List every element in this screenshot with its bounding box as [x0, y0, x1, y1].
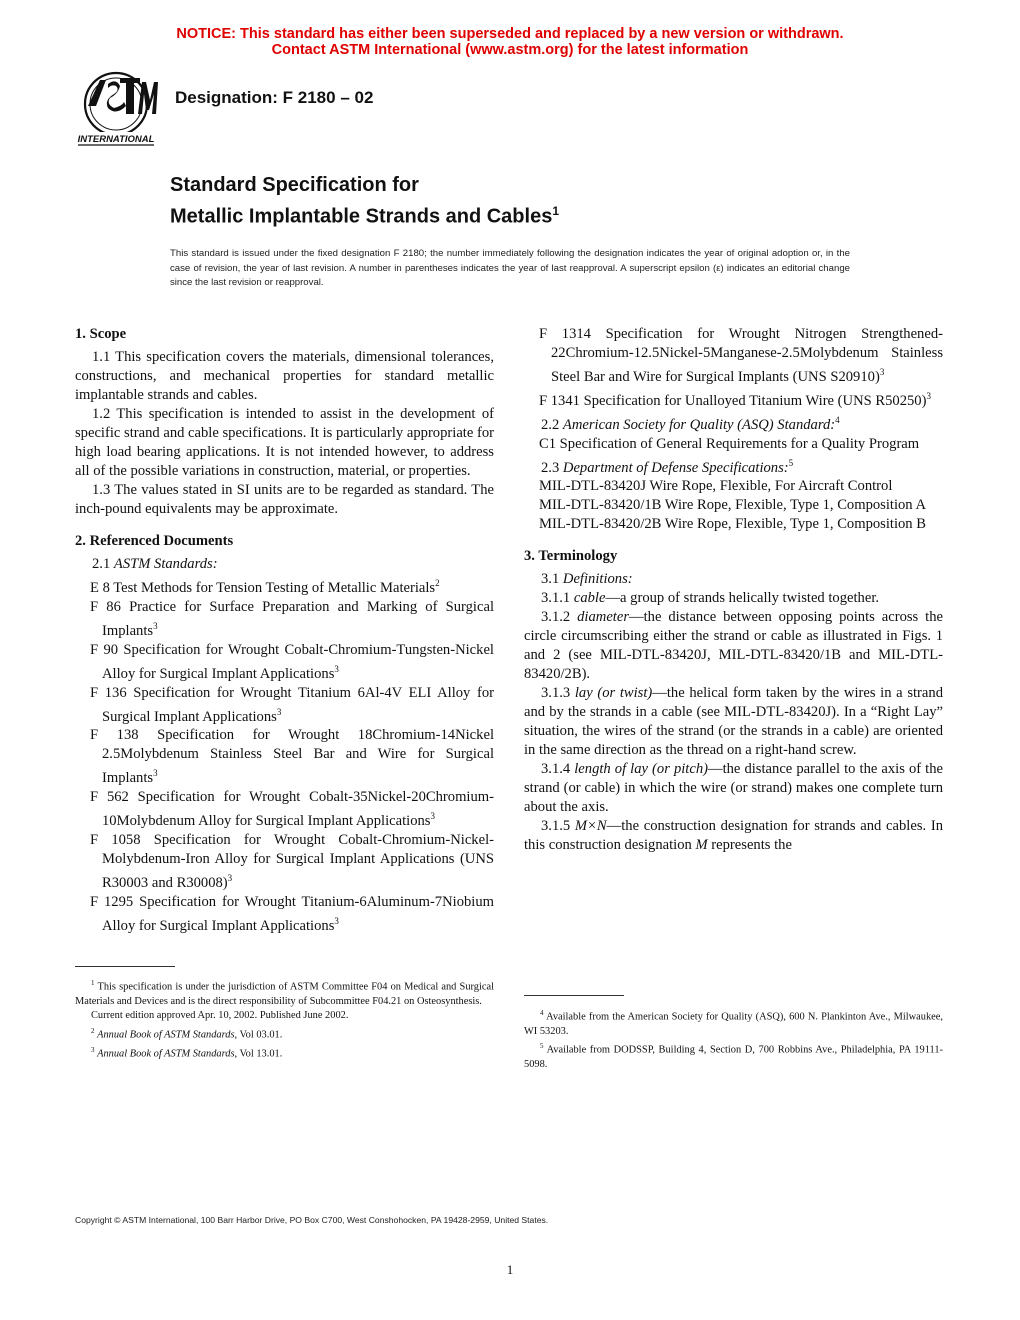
column-right	[524, 325, 943, 855]
astm-logo	[70, 70, 162, 150]
reference-item: F 1341 Specification for Unalloyed Titanium Wire (UNS R50250)$^3$	[539, 390, 931, 409]
footnote-4: $^4$ Available from the American Society for Quality (ASQ), 600 N. Plankinton Ave., Milwaukee, WI 53203.	[524, 1009, 944, 1037]
term-3-1-1: 3.1.1 cable—a group of strands helically twisted together.	[541, 590, 880, 607]
term-3-1-4: 3.1.4 length of lay (or pitch)—the distance parallel to the axis of the strand (or cable) in which the wire (or strand) makes one complete turn about the axis.	[524, 761, 943, 816]
footnotes-right	[524, 1006, 943, 1073]
term-3-1-5: 3.1.5 M×N—the construction designation for strands and cables. In this construction designation M represents the	[524, 818, 943, 854]
reference-item: F 1058 Specification for Wrought Cobalt-Chromium-Nickel-Molybdenum-Iron Alloy for Surgical Implant Applications (UNS R30003 and R30008)$^3$	[90, 832, 494, 892]
logo-text: INTERNATIONAL	[77, 134, 155, 145]
title-line-2: Metallic Implantable Strands and Cables$^1$	[170, 204, 560, 228]
reference-item: F 562 Specification for Wrought Cobalt-35Nickel-20Chromium-10Molybdenum Alloy for Surgical Implant Applications$^3$	[90, 789, 494, 830]
notice-line-1: NOTICE: This standard has either been superseded and replaced by a new version or withdrawn.	[176, 26, 844, 42]
section-scope-heading: 1. Scope	[75, 326, 127, 342]
footnote-1: $^1$ This specification is under the jurisdiction of ASTM Committee F04 on Medical and Surgical Materials and Devices and is the direct responsibility of Subcommittee F04.21 on Osteosynthesis.	[75, 979, 494, 1007]
column-left	[75, 325, 494, 936]
dod-specifications-list	[524, 477, 943, 534]
astm-standards-list	[75, 574, 494, 936]
section-terminology-heading: 3. Terminology	[524, 548, 618, 565]
footnote-2: $^2$ Annual Book of ASTM Standards, Vol 03.01.	[91, 1026, 283, 1041]
footnote-5: $^5$ Available from DODSSP, Building 4, Section D, 700 Robbins Ave., Philadelphia, PA 19111-5098.	[524, 1042, 943, 1071]
reference-item: MIL-DTL-83420/2B Wire Rope, Flexible, Type 1, Composition B	[539, 516, 926, 533]
reference-item: F 90 Specification for Wrought Cobalt-Chromium-Tungsten-Nickel Alloy for Surgical Implant Applications$^3$	[90, 641, 494, 682]
astm-logo-icon	[70, 70, 162, 150]
term-3-1-2: 3.1.2 diameter—the distance between opposing points across the circle circumscribing either the strand or cable as illustrated in Figs. 1 and 2 (see MIL-DTL-83420J, MIL-DTL-83420/1B and MIL-DTL-83420/2B).	[524, 609, 943, 683]
asq-standards-list	[524, 435, 943, 454]
astm-standards-list-cont	[524, 325, 943, 411]
scope-1-3: 1.3 The values stated in SI units are to be regarded as standard. The inch-pound equivalents may be approximate.	[75, 482, 494, 517]
scope-1-2: 1.2 This specification is intended to assist in the development of specific strand and cable specifications. It is particularly appropriate for high load bearing applications. It is not intended however, to address all of the possible variations in construction, material, or properties.	[75, 406, 494, 479]
footnote-1b: Current edition approved Apr. 10, 2002. Published June 2002.	[91, 1010, 349, 1022]
copyright: Copyright © ASTM International, 100 Barr Harbor Drive, PO Box C700, West Conshohocken, PA 19428-2959, United States.	[75, 1215, 549, 1225]
section-refdocs-heading: 2. Referenced Documents	[75, 533, 234, 549]
issue-note: This standard is issued under the fixed designation F 2180; the number immediately following the designation indicates the year of original adoption or, in the case of revision, the year of last revision. A number in parentheses indicates the year of last reapproval. A superscript epsilon (ε) indicates an editorial change since the last revision or reapproval.	[170, 248, 850, 288]
scope-1-1: 1.1 This specification covers the materials, dimensional tolerances, constructions, and mechanical properties for standard metallic implantable strands and cables.	[75, 349, 494, 403]
reference-item: C1 Specification of General Requirements for a Quality Program	[539, 435, 920, 452]
refdocs-2-1: 2.1 ASTM Standards:	[92, 556, 218, 572]
refdocs-2-2: 2.2 American Society for Quality (ASQ) Standard:$^4$	[541, 414, 840, 433]
footnote-divider-left	[75, 966, 175, 967]
title-line-1: Standard Specification for	[170, 174, 419, 196]
footnote-3: $^3$ Annual Book of ASTM Standards, Vol 13.01.	[91, 1045, 283, 1060]
reference-item: F 136 Specification for Wrought Titanium 6Al-4V ELI Alloy for Surgical Implant Applications$^3$	[90, 684, 494, 725]
notice-line-2: Contact ASTM International (www.astm.org) for the latest information	[271, 42, 749, 58]
refdocs-2-3: 2.3 Department of Defense Specifications:$^5$	[541, 457, 794, 476]
title-footnote-mark: 1	[552, 204, 560, 218]
reference-item: MIL-DTL-83420/1B Wire Rope, Flexible, Type 1, Composition A	[539, 497, 926, 514]
term-3-1: 3.1 Definitions:	[541, 571, 633, 588]
page-number: 1	[506, 1262, 514, 1277]
footnotes-left	[75, 976, 494, 1062]
reference-item: F 138 Specification for Wrought 18Chromium-14Nickel 2.5Molybdenum Stainless Steel Bar and Wire for Surgical Implants$^3$	[90, 727, 494, 787]
footnote-divider-right	[524, 995, 624, 996]
reference-item: F 86 Practice for Surface Preparation and Marking of Surgical Implants$^3$	[90, 598, 494, 639]
reference-item: F 1314 Specification for Wrought Nitrogen Strengthened-22Chromium-12.5Nickel-5Manganese-2.5Molybdenum Stainless Steel Bar and Wire for Surgical Implants (UNS S20910)$^3$	[539, 326, 943, 385]
term-3-1-3: 3.1.3 lay (or twist)—the helical form taken by the wires in a strand and by the strands in a cable (see MIL-DTL-83420J). In a “Right Lay” situation, the wires of the strand (or the strands in a cable) are oriented in the same direction as the thread on a right-hand screw.	[524, 685, 943, 759]
designation: Designation: F 2180 – 02	[175, 88, 374, 107]
reference-item: E 8 Test Methods for Tension Testing of Metallic Materials$^2$	[90, 578, 440, 596]
reference-item: MIL-DTL-83420J Wire Rope, Flexible, For Aircraft Control	[539, 478, 893, 495]
document-title	[170, 172, 559, 230]
reference-item: F 1295 Specification for Wrought Titanium-6Aluminum-7Niobium Alloy for Surgical Implant Applications$^3$	[90, 894, 494, 934]
